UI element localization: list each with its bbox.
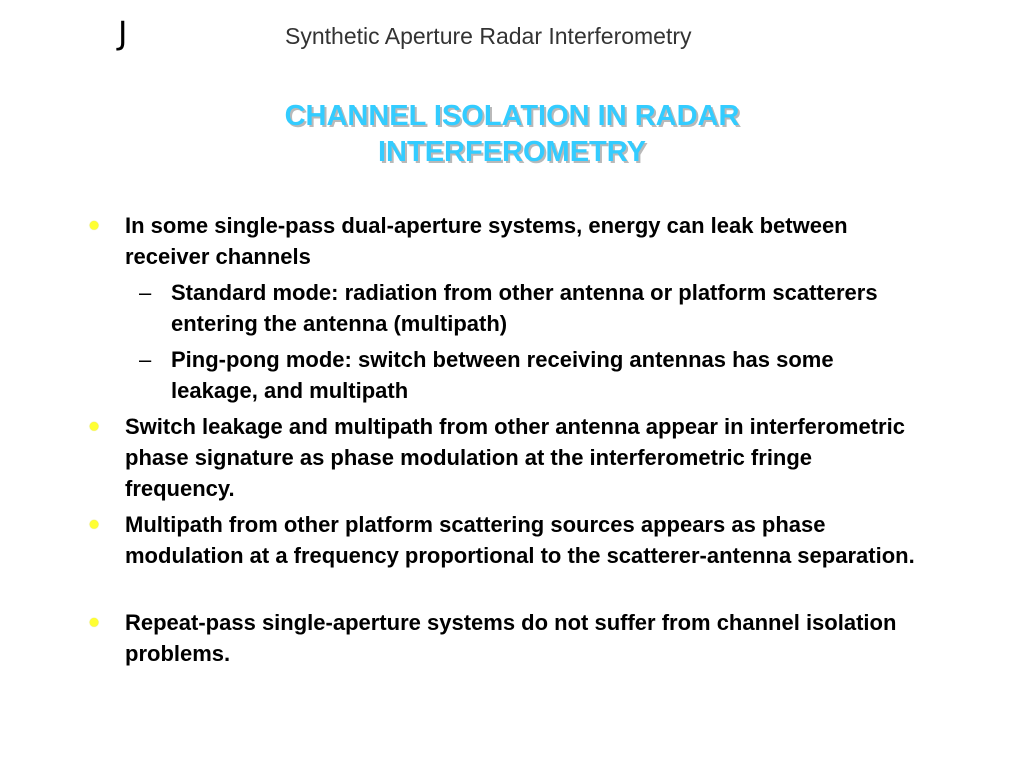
bullet-item bbox=[88, 210, 925, 272]
logo-glyph: J bbox=[118, 14, 128, 52]
sub-bullet-text: Ping-pong mode: switch between receiving antennas has some leakage, and multipath bbox=[171, 347, 834, 403]
bullet-item bbox=[88, 411, 925, 504]
bullet-icon: ● bbox=[88, 611, 101, 633]
bullet-icon: ● bbox=[88, 415, 101, 437]
header-title: Synthetic Aperture Radar Interferometry bbox=[285, 23, 692, 49]
bullet-text: Switch leakage and multipath from other antenna appear in interferometric phase signature as phase modulation at the interferometric fringe frequency. bbox=[125, 414, 905, 501]
sub-bullet-item bbox=[139, 277, 891, 339]
bullet-item bbox=[88, 509, 925, 571]
bullet-text: Repeat-pass single-aperture systems do not suffer from channel isolation problems. bbox=[125, 610, 897, 666]
slide-title-line-1: CHANNEL ISOLATION IN RADAR bbox=[284, 100, 740, 132]
slide-title bbox=[200, 98, 824, 170]
sub-bullet-text: Standard mode: radiation from other antenna or platform scatterers entering the antenna (multipath) bbox=[171, 280, 878, 336]
bullet-item bbox=[88, 607, 925, 669]
dash-icon: – bbox=[139, 280, 152, 305]
bullet-text: In some single-pass dual-aperture systems, energy can leak between receiver channels bbox=[125, 213, 848, 269]
dash-icon: – bbox=[139, 347, 152, 372]
slide-title-line-2: INTERFEROMETRY bbox=[378, 136, 646, 168]
sub-bullet-item bbox=[139, 344, 891, 406]
bullet-icon: ● bbox=[88, 214, 101, 236]
bullet-icon: ● bbox=[88, 513, 101, 535]
bullet-text: Multipath from other platform scattering sources appears as phase modulation at a frequency proportional to the scatterer-antenna separation. bbox=[125, 512, 915, 568]
